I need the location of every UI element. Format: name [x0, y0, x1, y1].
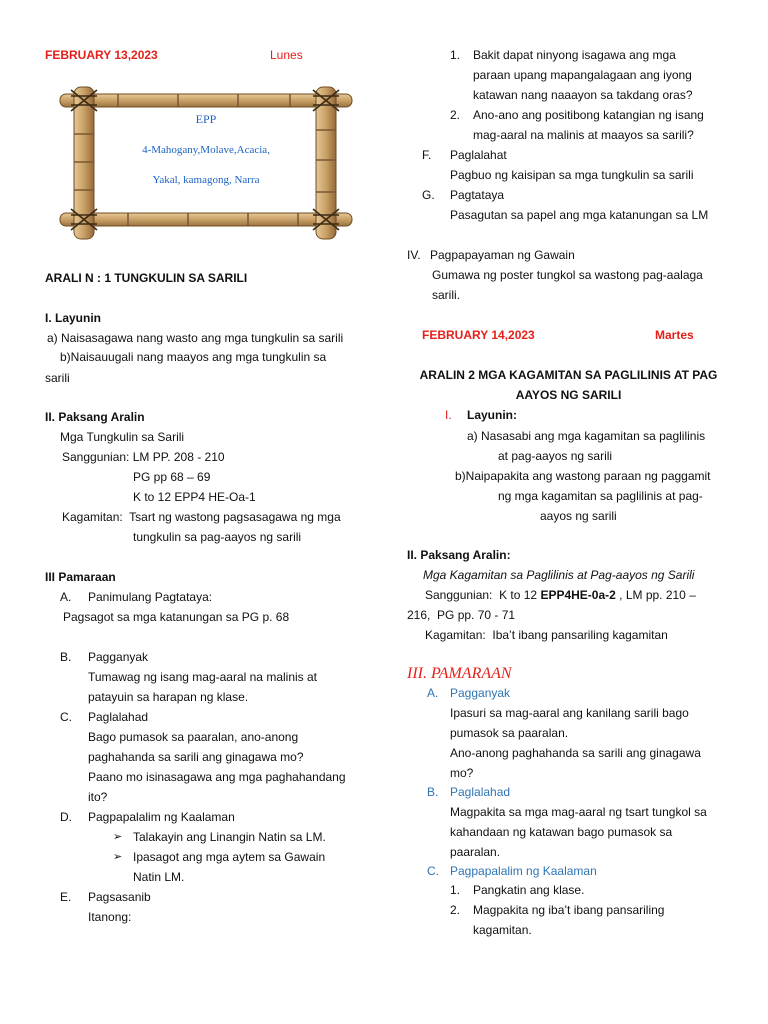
step-title: Pagganyak [88, 650, 149, 664]
step-title: Pagpapalalim ng Kaalaman [88, 810, 235, 824]
lesson2-objective-line: at pag-aayos ng sarili [498, 449, 613, 463]
bamboo-left-pole [74, 87, 94, 239]
question-line: Bakit dapat ninyong isagawa ang mga [473, 48, 676, 62]
step-marker: E. [60, 890, 72, 904]
frame-subject: EPP [195, 112, 217, 126]
step-line: mo? [450, 766, 474, 780]
arrow-bullet-icon: ➢ [113, 850, 123, 863]
step-title: Panimulang Pagtataya: [88, 590, 213, 604]
lesson1-objective-line: sarili [45, 371, 70, 385]
lesson2-procedure-heading: III. PAMARAAN [407, 665, 512, 682]
step-line: paaralan. [450, 845, 501, 859]
bullet-line: Ipasagot ang mga aytem sa Gawain [133, 850, 326, 864]
day1-date: FEBRUARY 13,2023 [45, 48, 158, 62]
step-line: pumasok sa paaralan. [450, 726, 569, 740]
step-title: Pagpapalalim ng Kaalaman [450, 864, 597, 878]
step-title: Pagsasanib [88, 890, 151, 904]
lesson1-objectives-heading: I. Layunin [45, 311, 102, 325]
lesson2-reference-cont: 216, PG pp. 70 - 71 [407, 608, 516, 622]
question-line: Ano-ano ang positibong katangian ng isang [473, 108, 704, 122]
lesson1-subject-heading: II. Paksang Aralin [45, 410, 145, 424]
enrichment-line: sarili. [432, 288, 461, 302]
bullet-line: Talakayin ang Linangin Natin sa LM. [133, 830, 326, 844]
question-line: paraan upang mapangalagaan ang iyong [473, 68, 692, 82]
step-line: patayuin sa harapan ng klase. [88, 690, 249, 704]
enrichment-marker: IV. [407, 248, 421, 262]
step-line: Ipasuri sa mag-aaral ang kanilang sarili bago [450, 706, 689, 720]
step-marker: B. [60, 650, 72, 664]
step-marker: B. [427, 785, 439, 799]
step-title: Paglalahad [88, 710, 149, 724]
step-line: Magpakita sa mga mag-aaral ng tsart tungkol sa [450, 805, 707, 819]
step-line: Pagbuo ng kaisipan sa mga tungkulin sa sarili [450, 168, 694, 182]
lesson2-objective-line: a) Nasasabi ang mga kagamitan sa paglilinis [467, 429, 706, 443]
step-line: Paano mo isinasagawa ang mga paghahandang [88, 770, 346, 784]
reference-suffix: , LM pp. 210 – [615, 588, 696, 602]
lesson2-materials: Kagamitan: Iba’t ibang pansariling kagamitan [425, 628, 668, 642]
step-title: Paglalahad [450, 785, 511, 799]
lesson1-topic: Mga Tungkulin sa Sarili [60, 430, 185, 444]
lesson1-reference-line: Sanggunian: LM PP. 208 - 210 [62, 450, 225, 464]
reference-code: EPP4HE-0a-2 [540, 588, 616, 602]
step-line: ito? [88, 790, 108, 804]
lesson1-materials-line: tungkulin sa pag-aayos ng sarili [133, 530, 302, 544]
question-marker: 2. [450, 108, 461, 122]
bamboo-frame-drawing [58, 86, 354, 240]
lesson2-objectives-heading: Layunin: [467, 408, 517, 422]
bamboo-top-pole [60, 94, 352, 107]
reference-label: Sanggunian: [425, 588, 493, 602]
lesson1-reference-line: PG pp 68 – 69 [133, 470, 211, 484]
lesson1-title: ARALI N : 1 TUNGKULIN SA SARILI [45, 271, 248, 285]
reference-prefix: K to 12 [492, 588, 541, 602]
lesson1-procedure-heading: III Pamaraan [45, 570, 116, 584]
item-line: Pangkatin ang klase. [473, 883, 585, 897]
step-marker: A. [427, 686, 439, 700]
lesson1-materials-line: Kagamitan: Tsart ng wastong pagsasagawa ng mga [62, 510, 341, 524]
step-title: Pagganyak [450, 686, 511, 700]
step-marker: C. [60, 710, 72, 724]
lesson2-objective-line: b)Naipapakita ang wastong paraan ng paggamit [455, 469, 711, 483]
step-line: Bago pumasok sa paaralan, ano-anong [88, 730, 299, 744]
arrow-bullet-icon: ➢ [113, 830, 123, 843]
bamboo-right-pole [316, 87, 336, 239]
step-line: Ano-anong paghahanda sa sarili ang ginagawa [450, 746, 701, 760]
step-marker: G. [422, 188, 435, 202]
lesson2-title-line: AAYOS NG SARILI [515, 388, 622, 402]
bamboo-frame [58, 86, 354, 240]
lesson1-reference-line: K to 12 EPP4 HE-Oa-1 [133, 490, 256, 504]
question-line: mag-aaral na malinis at maayos sa sarili? [473, 128, 694, 142]
bamboo-lashings [71, 90, 339, 230]
question-marker: 1. [450, 48, 461, 62]
item-line: Magpakita ng iba’t ibang pansariling [473, 903, 665, 917]
lesson1-objective-line: b)Naisauugali nang maayos ang mga tungkulin sa [60, 350, 327, 364]
day1-weekday: Lunes [270, 48, 303, 62]
lesson2-topic: Mga Kagamitan sa Paglilinis at Pag-aayos ng Sarili [423, 568, 695, 582]
frame-sections-line: 4-Mahogany,Molave,Acacia, [142, 144, 270, 156]
step-title: Pagtataya [450, 188, 505, 202]
lesson2-subject-heading: II. Paksang Aralin: [407, 548, 511, 562]
step-marker: A. [60, 590, 72, 604]
item-marker: 1. [450, 883, 461, 897]
step-marker: D. [60, 810, 72, 824]
step-line: kahandaan ng katawan bago pumasok sa [450, 825, 673, 839]
step-line: Pasagutan sa papel ang mga katanungan sa LM [450, 208, 709, 222]
question-line: katawan nang naaayon sa takdang oras? [473, 88, 693, 102]
bamboo-bottom-pole [60, 213, 352, 226]
lesson1-objective-line: a) Naisasagawa nang wasto ang mga tungkulin sa sarili [47, 331, 344, 345]
lesson2-objectives-marker: I. [445, 408, 452, 422]
lesson2-objective-line: ng mga kagamitan sa paglilinis at pag- [498, 489, 703, 503]
step-line: Itanong: [88, 910, 132, 924]
lesson2-title-line: ARALIN 2 MGA KAGAMITAN SA PAGLILINIS AT PAG [419, 368, 718, 382]
step-title: Paglalahat [450, 148, 507, 162]
step-marker: C. [427, 864, 439, 878]
step-line: paghahanda sa sarili ang ginagawa mo? [88, 750, 304, 764]
day2-weekday: Martes [655, 328, 694, 342]
item-marker: 2. [450, 903, 461, 917]
step-line: Tumawag ng isang mag-aaral na malinis at [88, 670, 318, 684]
day2-date: FEBRUARY 14,2023 [422, 328, 535, 342]
lesson2-objective-line: aayos ng sarili [540, 509, 617, 523]
enrichment-heading: Pagpapayaman ng Gawain [430, 248, 575, 262]
lesson2-reference-line [425, 587, 696, 603]
item-line: kagamitan. [473, 923, 532, 937]
step-line: Pagsagot sa mga katanungan sa PG p. 68 [63, 610, 290, 624]
enrichment-line: Gumawa ng poster tungkol sa wastong pag-aalaga [432, 268, 703, 282]
frame-sections-line: Yakal, kamagong, Narra [152, 174, 260, 186]
bullet-line: Natin LM. [133, 870, 185, 884]
step-marker: F. [422, 148, 432, 162]
